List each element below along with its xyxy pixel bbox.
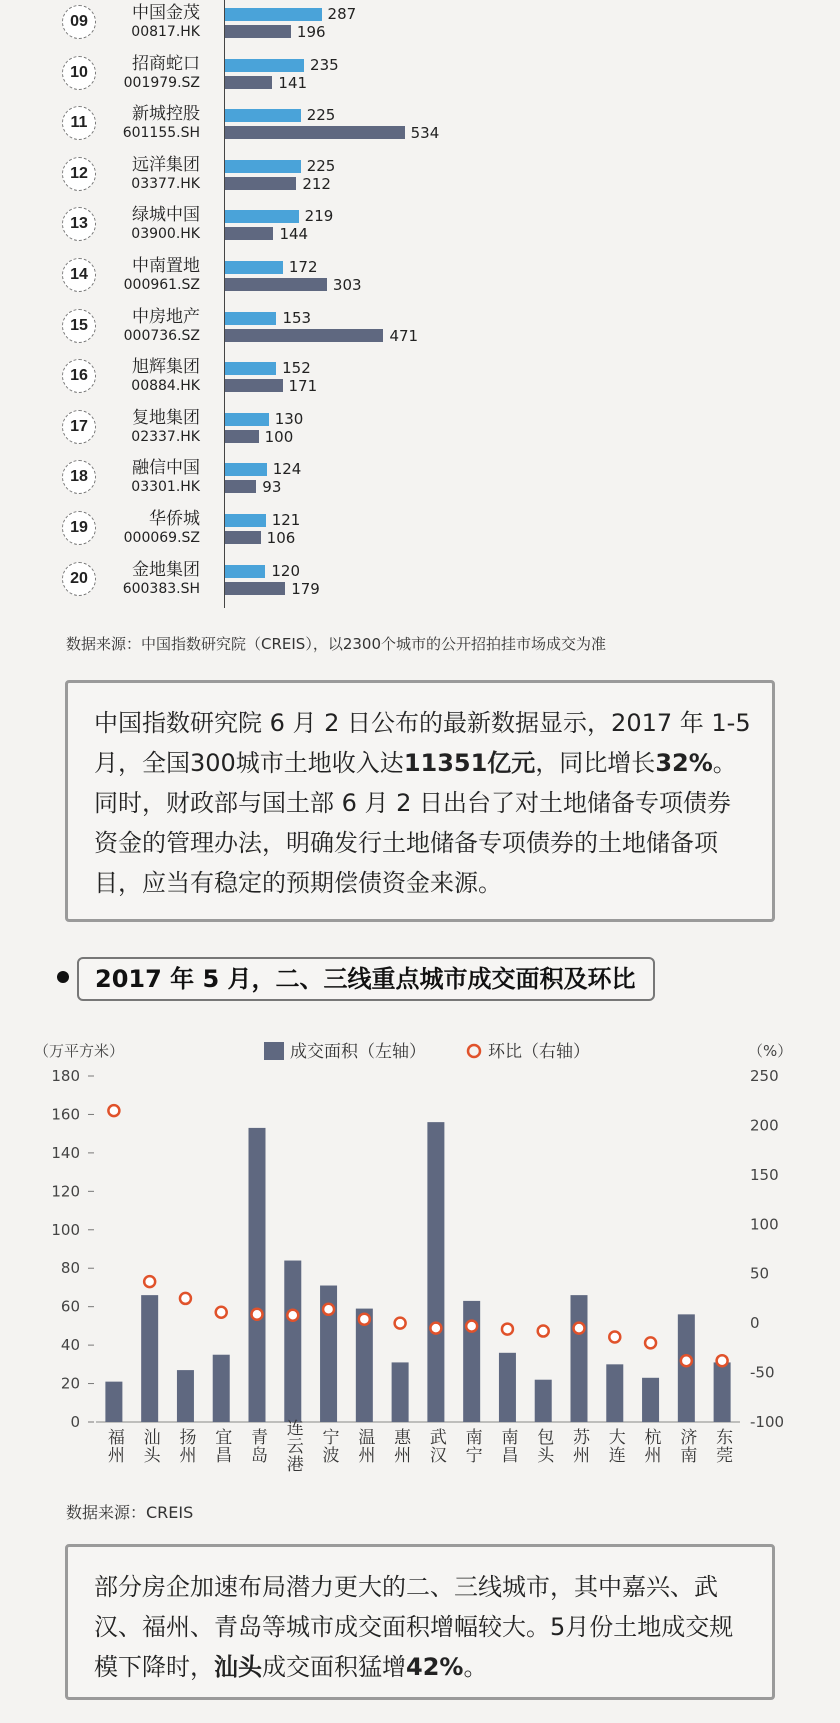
ratio-point <box>395 1318 406 1329</box>
ranking-source-note: 数据来源：中国指数研究院（CREIS），以2300个城市的公开招拍挂市场成交为准 <box>66 635 606 653</box>
right-tick-label: -100 <box>750 1413 785 1431</box>
company-name: 复地集团 <box>132 407 200 428</box>
ratio-point <box>359 1314 370 1325</box>
bar-value-label: 219 <box>304 207 334 226</box>
bar-series-a <box>225 463 267 476</box>
company-name: 中房地产 <box>132 306 200 327</box>
city-label: 宁波 <box>318 1428 339 1464</box>
bar-series-a <box>225 8 322 21</box>
left-tick-label: 20 <box>60 1374 80 1393</box>
left-tick-label: 140 <box>51 1143 80 1162</box>
rank-badge: 17 <box>62 410 96 444</box>
bar-series-b <box>225 278 327 291</box>
chart-title: 2017 年 5 月，二、三线重点城市成交面积及环比 <box>77 957 655 1001</box>
bar-series-a <box>225 413 269 426</box>
rank-badge: 19 <box>62 511 96 545</box>
ratio-point <box>216 1307 227 1318</box>
bar-value-label: 106 <box>266 529 296 547</box>
bar-series-b <box>225 480 256 493</box>
left-tick-label: 100 <box>51 1220 80 1239</box>
left-tick-label: 0 <box>70 1413 80 1431</box>
city-transaction-area-chart <box>0 1020 840 1490</box>
rank-badge: 16 <box>62 359 96 393</box>
ranking-row <box>0 0 840 48</box>
bar-value-label: 534 <box>410 124 440 143</box>
left-tick-label: 120 <box>51 1182 80 1201</box>
city-label: 济南 <box>676 1428 697 1464</box>
company-name: 中南置地 <box>132 256 200 276</box>
area-bar <box>427 1122 444 1422</box>
area-bar <box>535 1380 552 1422</box>
ratio-point <box>287 1310 298 1321</box>
bar-series-a <box>225 312 276 325</box>
bar-value-label: 225 <box>306 156 336 175</box>
city-label: 连云港 <box>282 1419 303 1473</box>
city-label: 大连 <box>604 1428 625 1464</box>
bar-value-label: 152 <box>282 359 311 378</box>
left-tick-label: 160 <box>51 1105 80 1124</box>
ratio-point <box>717 1355 728 1366</box>
right-tick-label: 0 <box>750 1314 760 1333</box>
stock-code: 00817.HK <box>131 24 200 40</box>
info-box-city-analysis <box>65 1544 775 1700</box>
company-name: 金地集团 <box>132 559 200 580</box>
right-tick-label: 150 <box>750 1165 779 1184</box>
ranking-row <box>0 49 840 99</box>
stock-code: 03900.HK <box>131 226 200 243</box>
stock-code: 03301.HK <box>131 479 200 496</box>
rank-badge: 13 <box>62 207 96 241</box>
city-label: 东莞 <box>712 1428 733 1464</box>
rank-badge: 15 <box>62 309 96 343</box>
city-label: 南昌 <box>497 1428 518 1464</box>
company-name: 旭辉集团 <box>132 357 200 378</box>
city-label: 南宁 <box>461 1428 482 1464</box>
bar-value-label: 120 <box>271 561 300 580</box>
bar-value-label: 471 <box>389 326 419 345</box>
bar-series-b <box>225 329 383 342</box>
right-tick-label: 200 <box>750 1116 779 1135</box>
company-name: 远洋集团 <box>132 154 200 175</box>
bar-series-a <box>225 362 276 375</box>
bar-series-b <box>225 582 285 595</box>
bar-value-label: 121 <box>271 511 301 529</box>
city-label: 武汉 <box>425 1428 446 1464</box>
ratio-point <box>430 1323 441 1334</box>
ranking-row <box>0 99 840 149</box>
ratio-point <box>538 1326 549 1337</box>
stock-code: 000069.SZ <box>123 530 200 546</box>
ranking-row <box>0 150 840 200</box>
legend-bar-swatch <box>264 1042 284 1060</box>
bar-value-label: 196 <box>296 23 326 41</box>
area-bar <box>392 1362 409 1422</box>
area-bar <box>284 1261 301 1422</box>
company-name: 新城控股 <box>132 104 200 125</box>
ratio-point <box>645 1337 656 1348</box>
area-bar <box>606 1364 623 1422</box>
company-name: 招商蛇口 <box>132 53 200 74</box>
bar-value-label: 93 <box>262 478 282 497</box>
city-label: 青岛 <box>247 1428 267 1464</box>
bar-value-label: 171 <box>288 377 318 396</box>
bar-series-b <box>225 25 291 38</box>
company-ranking-chart <box>0 0 840 612</box>
bar-series-a <box>225 210 299 223</box>
city-label: 福州 <box>103 1428 124 1464</box>
bar-series-a <box>225 565 265 578</box>
ranking-row <box>0 251 840 301</box>
rank-badge: 09 <box>62 5 96 39</box>
area-bar <box>714 1362 731 1422</box>
legend-dot-swatch <box>468 1045 480 1057</box>
company-name: 绿城中国 <box>132 205 200 226</box>
bar-series-a <box>225 160 301 173</box>
bar-value-label: 235 <box>310 55 339 74</box>
highlight-growth: 32% <box>655 749 713 777</box>
city-label: 扬州 <box>175 1428 196 1464</box>
info-box-text: 中国指数研究院 6 月 2 日公布的最新数据显示，2017 年 1-5 月，全国300城市土地收入达11351亿元，同比增长32%。同时，财政部与国土部 6 月 2 日出台了对土地储备专项债券资金的管理办法，明确发行土地储备专项债券的土地储备项目，应当有稳定的预期偿债资金来源。 <box>94 709 751 897</box>
bar-value-label: 225 <box>306 106 336 125</box>
right-tick-label: 50 <box>750 1264 770 1283</box>
stock-code: 00884.HK <box>131 378 200 395</box>
bar-series-b <box>225 379 283 392</box>
bar-value-label: 100 <box>264 427 294 446</box>
area-bar <box>177 1370 194 1422</box>
bar-value-label: 141 <box>278 73 308 92</box>
stock-code: 001979.SZ <box>123 74 200 91</box>
info-box-text: 部分房企加速布局潜力更大的二、三线城市，其中嘉兴、武汉、福州、青岛等城市成交面积增幅较大。5月份土地成交规模下降时，汕头成交面积猛增42%。 <box>94 1573 734 1681</box>
ratio-point <box>252 1309 263 1320</box>
city-label: 杭州 <box>640 1428 661 1464</box>
ratio-point <box>681 1355 692 1366</box>
bar-series-b <box>225 227 273 240</box>
bar-series-b <box>225 430 259 443</box>
highlight-city: 汕头 <box>214 1653 262 1681</box>
rank-badge: 11 <box>62 106 96 140</box>
right-tick-label: -50 <box>750 1363 775 1382</box>
bar-value-label: 212 <box>302 174 331 193</box>
bar-series-b <box>225 531 261 544</box>
rank-badge: 18 <box>62 460 96 494</box>
rank-badge: 20 <box>62 562 96 596</box>
highlight-percent: 42% <box>406 1653 464 1681</box>
ratio-point <box>574 1323 585 1334</box>
rank-badge: 10 <box>62 56 96 90</box>
ranking-row <box>0 200 840 250</box>
legend-series-ratio: 环比（右轴） <box>488 1042 590 1062</box>
stock-code: 601155.SH <box>122 125 200 142</box>
bar-value-label: 130 <box>274 409 304 428</box>
ratio-point <box>323 1304 334 1315</box>
legend-series-area: 成交面积（左轴） <box>290 1042 426 1062</box>
ratio-point <box>108 1105 119 1116</box>
ranking-row <box>0 352 840 402</box>
city-label: 惠州 <box>390 1428 411 1464</box>
rank-badge: 12 <box>62 157 96 191</box>
stock-code: 600383.SH <box>122 580 200 597</box>
area-bar <box>213 1355 230 1422</box>
ratio-point <box>466 1321 477 1332</box>
bar-series-a <box>225 261 283 274</box>
stock-code: 000961.SZ <box>123 277 200 293</box>
ranking-row <box>0 302 840 352</box>
ranking-row <box>0 504 840 554</box>
area-bar <box>499 1353 516 1422</box>
ranking-row <box>0 403 840 453</box>
bar-series-b <box>225 76 272 89</box>
left-tick-label: 180 <box>51 1067 80 1085</box>
bar-value-label: 153 <box>282 308 312 327</box>
bar-series-a <box>225 514 266 527</box>
bar-value-label: 179 <box>291 579 320 598</box>
ratio-point <box>502 1324 513 1335</box>
chart-source-note: 数据来源：CREIS <box>66 1503 194 1522</box>
city-label: 汕头 <box>139 1428 160 1464</box>
bar-value-label: 124 <box>272 460 302 479</box>
stock-code: 02337.HK <box>131 428 200 445</box>
right-axis-label: （%） <box>748 1042 793 1060</box>
city-label: 包头 <box>533 1428 554 1464</box>
company-name: 华侨城 <box>149 509 200 529</box>
left-tick-label: 40 <box>60 1336 80 1355</box>
ratio-point <box>609 1331 620 1342</box>
bar-series-b <box>225 177 296 190</box>
stock-code: 03377.HK <box>131 175 200 192</box>
ratio-point <box>180 1293 191 1304</box>
info-box-land-revenue <box>65 680 775 922</box>
city-label: 温州 <box>354 1428 375 1464</box>
bar-value-label: 287 <box>327 5 357 23</box>
city-label: 宜昌 <box>211 1428 232 1464</box>
left-tick-label: 80 <box>60 1259 80 1278</box>
right-tick-label: 100 <box>750 1215 779 1234</box>
stock-code: 000736.SZ <box>123 327 200 344</box>
area-bar <box>642 1378 659 1422</box>
ratio-point <box>144 1276 155 1287</box>
bar-value-label: 144 <box>279 225 309 244</box>
area-bar <box>105 1382 122 1422</box>
ranking-row <box>0 453 840 503</box>
bar-value-label: 172 <box>288 258 318 276</box>
area-bar <box>141 1295 158 1422</box>
left-tick-label: 60 <box>60 1297 80 1316</box>
area-bar <box>463 1301 480 1422</box>
bar-value-label: 303 <box>332 276 362 294</box>
highlight-revenue: 11351亿元 <box>403 749 536 777</box>
area-bar <box>249 1128 266 1422</box>
company-name: 中国金茂 <box>132 3 200 23</box>
bar-series-b <box>225 126 405 139</box>
right-tick-label: 250 <box>750 1067 779 1085</box>
area-bar <box>678 1314 695 1422</box>
ranking-row <box>0 555 840 605</box>
bullet-icon <box>57 971 69 983</box>
area-bar <box>571 1295 588 1422</box>
bar-series-a <box>225 59 304 72</box>
city-label: 苏州 <box>569 1428 589 1464</box>
rank-badge: 14 <box>62 258 96 292</box>
company-name: 融信中国 <box>132 458 200 479</box>
left-axis-label: （万平方米） <box>34 1042 125 1060</box>
bar-series-a <box>225 109 301 122</box>
